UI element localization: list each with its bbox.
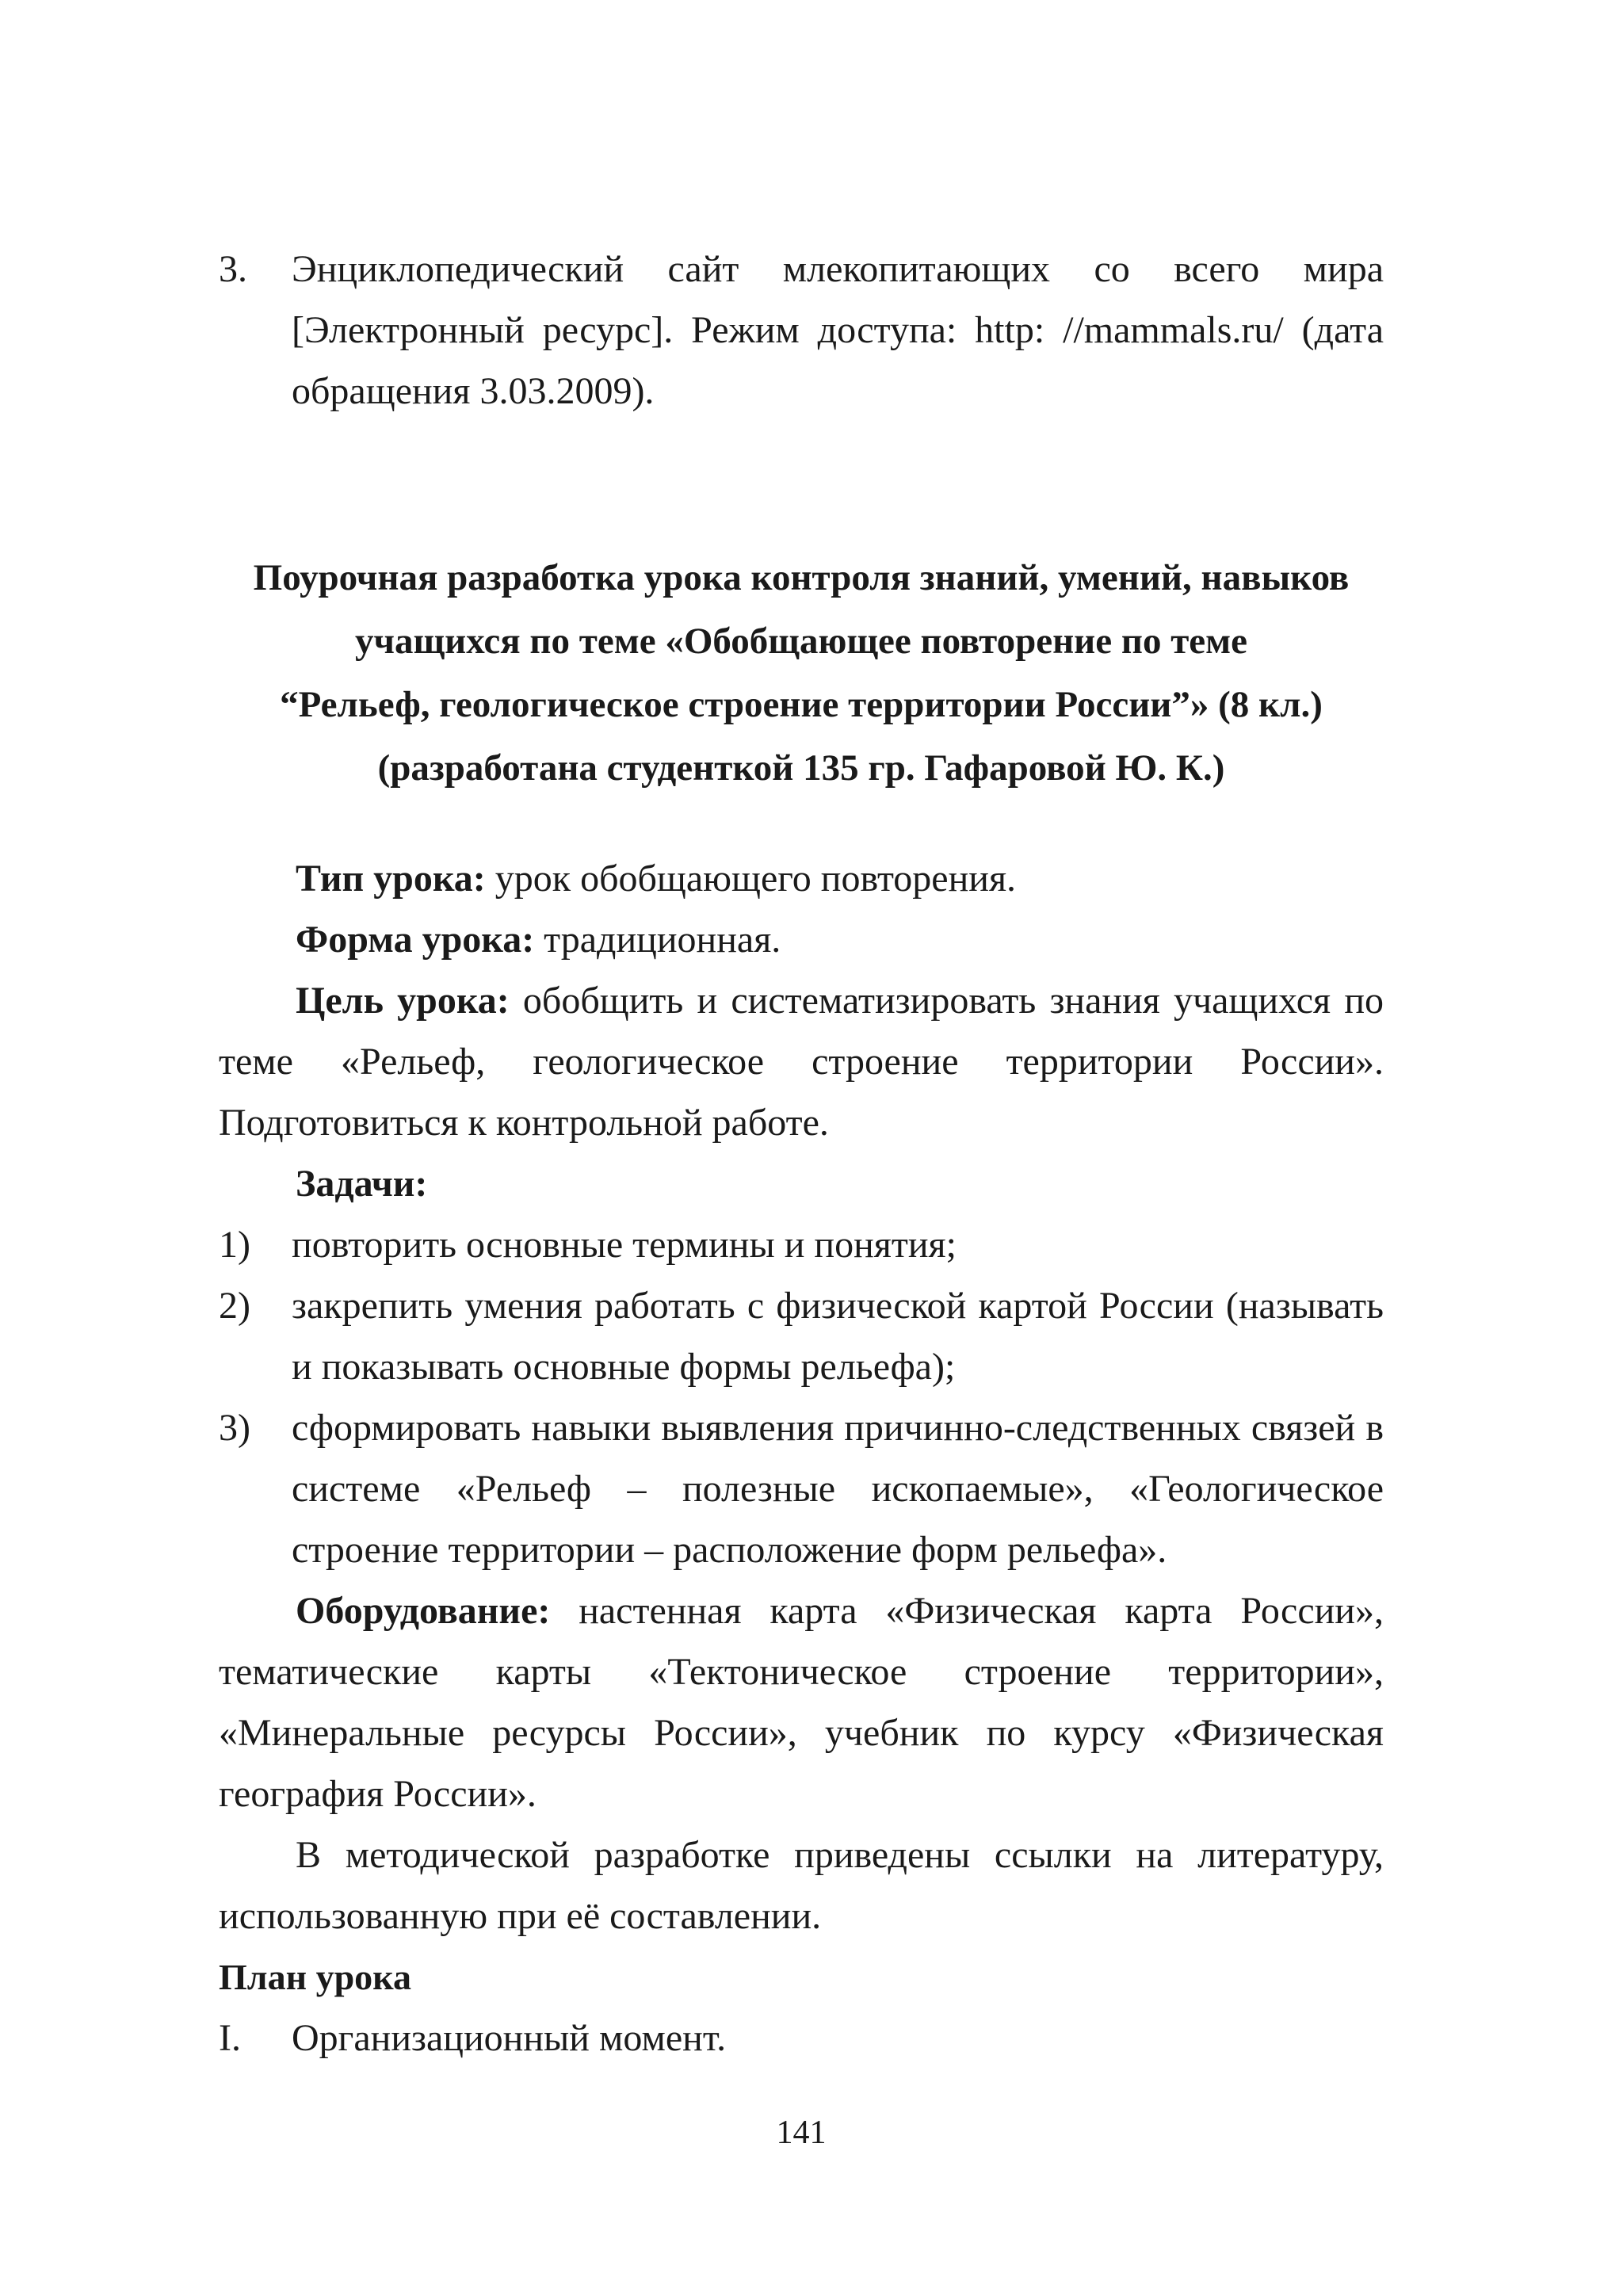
lesson-body: [219, 848, 1384, 2069]
literature-note: В методической разработке приведены ссылки на литературу, использованную при её составлении.: [219, 1834, 1384, 1937]
reference-text: Энциклопедический сайт млекопитающих со всего мира [Электронный ресурс]. Режим доступа: http: //mammals.ru/ (дата обращения 3.03.2009).: [292, 248, 1384, 412]
task-text: закрепить умения работать с физической картой России (называть и показывать основные формы рельефа);: [292, 1285, 1384, 1388]
page-number: 141: [776, 2115, 827, 2151]
task-item: [219, 1397, 1384, 1580]
lesson-goal: [219, 970, 1384, 1153]
task-text: повторить основные термины и понятия;: [292, 1224, 957, 1266]
lesson-form-value: традиционная.: [534, 919, 781, 961]
lesson-equipment: [219, 1580, 1384, 1824]
lesson-type-value: урок обобщающего повторения.: [485, 858, 1017, 900]
document-page: [219, 0, 1384, 2296]
task-text: сформировать навыки выявления причинно-следственных связей в системе «Рельеф – полезные ископаемые», «Геологическое строение территории – расположение форм рельефа».: [292, 1407, 1384, 1571]
lesson-type: [219, 848, 1384, 909]
lesson-form-label: Форма урока:: [296, 919, 535, 961]
lesson-equipment-label: Оборудование:: [296, 1590, 551, 1632]
title-line-2: учащихся по теме «Обобщающее повторение по теме: [354, 621, 1248, 662]
lesson-equipment-value: настенная карта «Физическая карта России», тематические карты «Тектоническое строение территории», «Минеральные ресурсы России», учебник по курсу «Физическая география России».: [219, 1590, 1384, 1815]
plan-item: [219, 2008, 1384, 2069]
reference-number: 3.: [219, 248, 247, 290]
lesson-title: [219, 546, 1384, 800]
lesson-goal-label: Цель урока:: [296, 980, 510, 1022]
title-line-4: (разработана студенткой 135 гр. Гафаровой Ю. К.): [377, 747, 1225, 789]
task-item: [219, 1275, 1384, 1397]
title-line-1: Поурочная разработка урока контроля знаний, умений, навыков: [253, 557, 1350, 598]
task-item: [219, 1214, 1384, 1275]
lesson-goal-value: обобщить и систематизировать знания учащихся по теме «Рельеф, геологическое строение территории России». Подготовиться к контрольной работе.: [219, 980, 1384, 1144]
reference-item: [219, 239, 1384, 422]
task-number: 2): [219, 1285, 250, 1327]
lesson-form: [219, 909, 1384, 970]
lesson-type-label: Тип урока:: [296, 858, 486, 900]
plan-heading: План урока: [219, 1957, 411, 1997]
task-number: 3): [219, 1407, 250, 1449]
reference-list: [219, 239, 1384, 422]
plan-item-number: I.: [219, 2017, 241, 2059]
tasks-heading: Задачи:: [296, 1163, 428, 1205]
task-number: 1): [219, 1224, 250, 1266]
title-line-3: “Рельеф, геологическое строение территории России”» (8 кл.): [280, 684, 1323, 725]
plan-item-text: Организационный момент.: [292, 2017, 727, 2059]
